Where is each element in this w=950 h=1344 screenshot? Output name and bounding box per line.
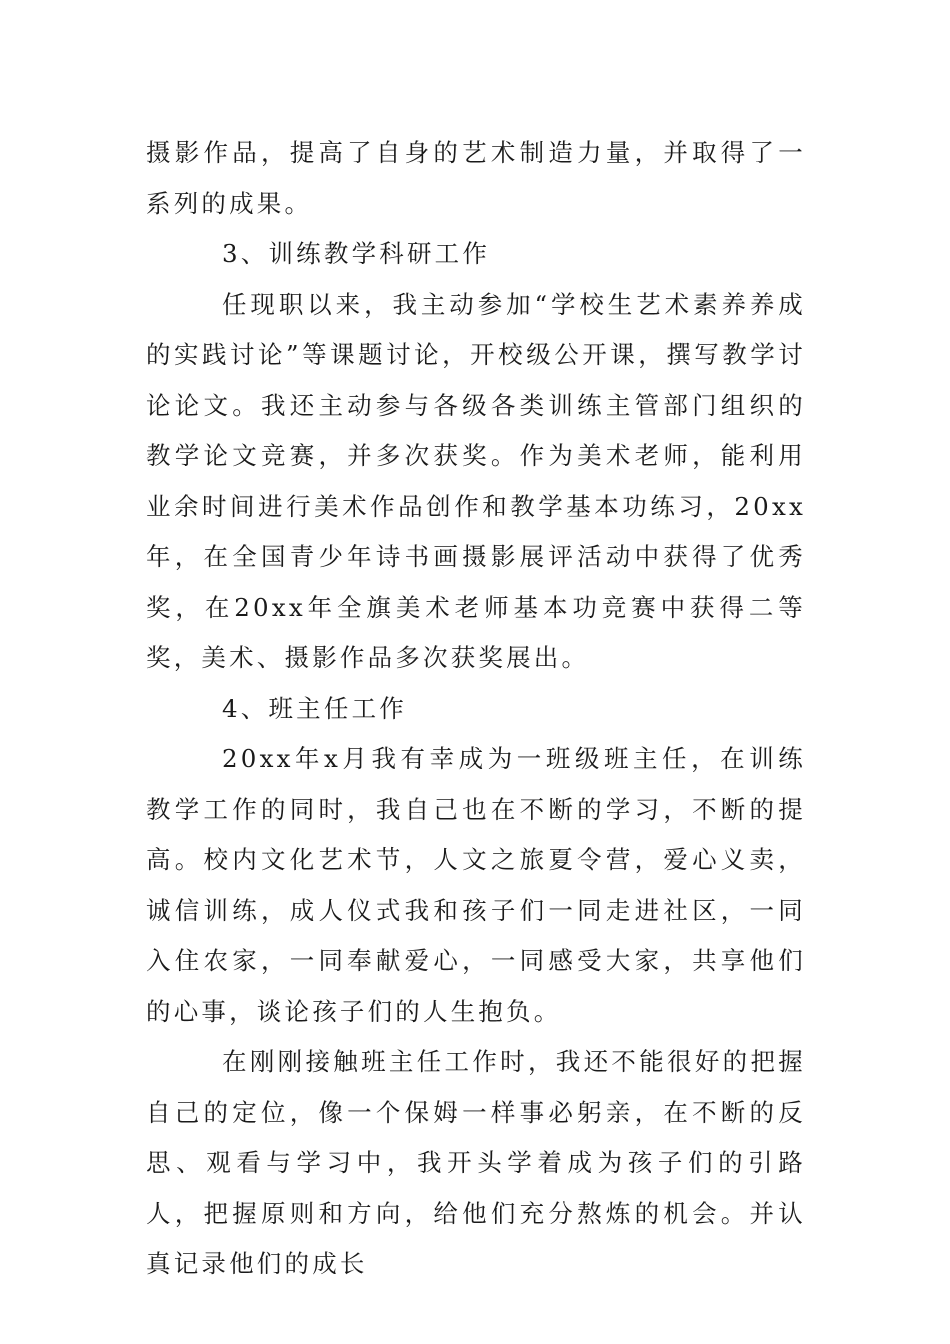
paragraph-research: 任现职以来，我主动参加“学校生艺术素养养成的实践讨论”等课题讨论，开校级公开课，撰写教学讨论论文。我还主动参与各级各类训练主管部门组织的教学论文竞赛，并多次获奖。作为美术老师，能利用业余时间进行美术作品创作和教学基本功练习，20xx年，在全国青少年诗书画摄影展评活动中获得了优秀奖，在20xx年全旗美术老师基本功竞赛中获得二等奖，美术、摄影作品多次获奖展出。 xyxy=(146,289,806,672)
paragraph-continuation: 摄影作品，提高了自身的艺术制造力量，并取得了一系列的成果。 xyxy=(146,138,806,218)
document-page xyxy=(146,128,806,1290)
paragraph-class-teacher-reflection: 在刚刚接触班主任工作时，我还不能很好的把握自己的定位，像一个保姆一样事必躬亲，在不断的反思、观看与学习中，我开头学着成为孩子们的引路人，把握原则和方向，给他们充分熬炼的机会。并认真记录他们的成长 xyxy=(146,1047,806,1278)
paragraph-class-teacher: 20xx年x月我有幸成为一班级班主任，在训练教学工作的同时，我自己也在不断的学习，不断的提高。校内文化艺术节，人文之旅夏令营，爱心义卖，诚信训练，成人仪式我和孩子们一同走进社区，一同入住农家，一同奉献爱心，一同感受大家，共享他们的心事，谈论孩子们的人生抱负。 xyxy=(146,744,806,1026)
section-heading-research: 3、训练教学科研工作 xyxy=(222,239,491,268)
section-heading-class-teacher: 4、班主任工作 xyxy=(222,693,407,723)
